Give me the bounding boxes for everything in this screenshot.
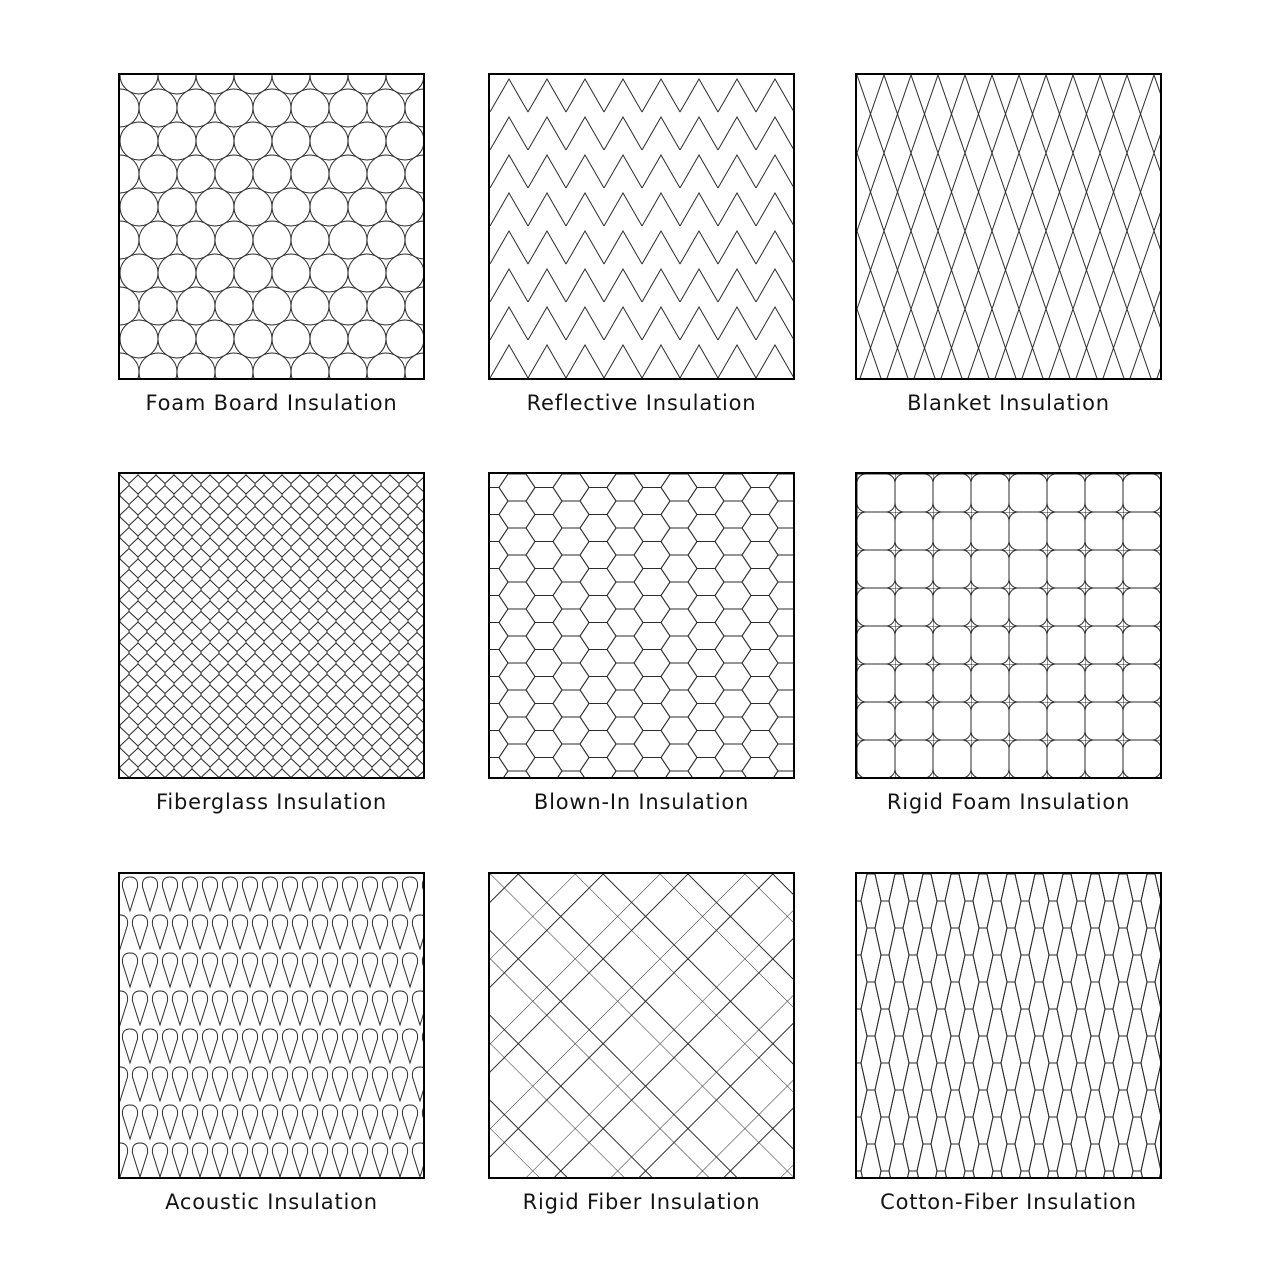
acoustic-swatch-frame xyxy=(118,872,425,1179)
swatch-label: Blown-In Insulation xyxy=(533,790,750,814)
swatch-foam-board xyxy=(118,73,425,415)
cotton-fiber-swatch-frame xyxy=(855,872,1162,1179)
rigid-foam-swatch-frame xyxy=(855,472,1162,779)
blanket-swatch-frame xyxy=(855,73,1162,380)
swatch-blown-in xyxy=(488,472,795,814)
rigid-foam-rounded-square-pattern xyxy=(857,474,1160,777)
cotton-fiber-tall-hexagon-pattern xyxy=(857,874,1160,1177)
swatch-label: Acoustic Insulation xyxy=(165,1190,378,1214)
swatch-rigid-fiber xyxy=(488,872,795,1214)
reflective-zigzag-pattern xyxy=(490,75,793,378)
swatch-reflective xyxy=(488,73,795,415)
swatch-cotton-fiber xyxy=(855,872,1162,1214)
swatch-label: Blanket Insulation xyxy=(907,391,1110,415)
swatch-fiberglass xyxy=(118,472,425,814)
foam-board-circles-pattern xyxy=(120,75,423,378)
swatch-label: Foam Board Insulation xyxy=(145,391,398,415)
swatch-label: Cotton-Fiber Insulation xyxy=(880,1190,1137,1214)
fiberglass-chainlink-pattern xyxy=(120,474,423,777)
swatch-rigid-foam xyxy=(855,472,1162,814)
acoustic-teardrop-pattern xyxy=(120,874,423,1177)
swatch-acoustic xyxy=(118,872,425,1214)
blown-in-hexagon-pattern xyxy=(490,474,793,777)
blanket-diamond-lattice-pattern xyxy=(857,75,1160,378)
rigid-fiber-diagonal-maze-pattern xyxy=(490,874,793,1177)
reflective-swatch-frame xyxy=(488,73,795,380)
blown-in-swatch-frame xyxy=(488,472,795,779)
swatch-label: Rigid Fiber Insulation xyxy=(522,1190,761,1214)
fiberglass-swatch-frame xyxy=(118,472,425,779)
swatch-label: Rigid Foam Insulation xyxy=(886,790,1131,814)
swatch-label: Fiberglass Insulation xyxy=(156,790,387,814)
foam-board-swatch-frame xyxy=(118,73,425,380)
swatch-blanket xyxy=(855,73,1162,415)
rigid-fiber-swatch-frame xyxy=(488,872,795,1179)
swatch-label: Reflective Insulation xyxy=(526,391,757,415)
